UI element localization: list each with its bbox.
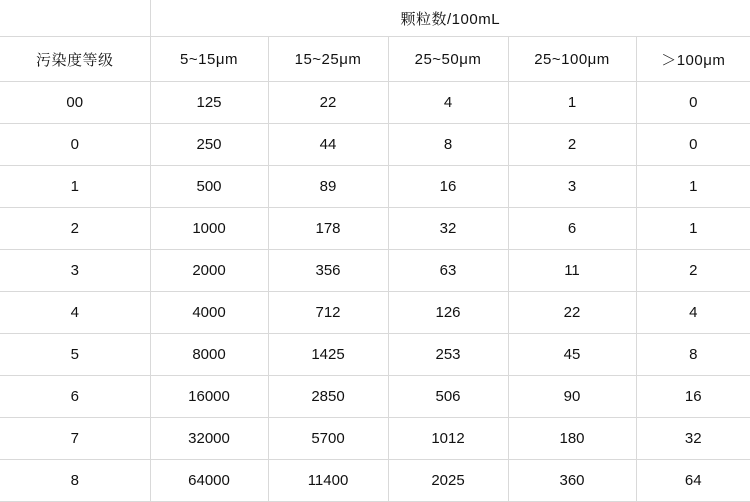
cell-25-50um: 2025 [388, 460, 508, 502]
cell-15-25um: 22 [268, 82, 388, 124]
cell-level: 00 [0, 82, 150, 124]
cell-over-100um: 4 [636, 292, 750, 334]
cell-over-100um: 32 [636, 418, 750, 460]
cell-5-15um: 16000 [150, 376, 268, 418]
cell-25-50um: 506 [388, 376, 508, 418]
table-row [0, 166, 750, 208]
cell-15-25um: 89 [268, 166, 388, 208]
cell-5-15um: 64000 [150, 460, 268, 502]
table-title-row [0, 0, 750, 37]
table-row [0, 250, 750, 292]
cell-15-25um: 356 [268, 250, 388, 292]
cell-5-15um: 2000 [150, 250, 268, 292]
cell-25-50um: 8 [388, 124, 508, 166]
cell-5-15um: 250 [150, 124, 268, 166]
cell-15-25um: 11400 [268, 460, 388, 502]
cell-25-100um: 45 [508, 334, 636, 376]
cell-25-100um: 180 [508, 418, 636, 460]
cell-5-15um: 1000 [150, 208, 268, 250]
cell-over-100um: 0 [636, 82, 750, 124]
cell-over-100um: 0 [636, 124, 750, 166]
cell-25-50um: 1012 [388, 418, 508, 460]
table-row [0, 124, 750, 166]
cell-25-100um: 90 [508, 376, 636, 418]
cell-5-15um: 32000 [150, 418, 268, 460]
title-row-spacer [0, 0, 150, 37]
cell-level: 1 [0, 166, 150, 208]
cell-over-100um: 2 [636, 250, 750, 292]
cell-5-15um: 8000 [150, 334, 268, 376]
cell-15-25um: 5700 [268, 418, 388, 460]
cell-25-100um: 11 [508, 250, 636, 292]
cell-25-50um: 32 [388, 208, 508, 250]
table-title: 颗粒数/100mL [150, 0, 750, 37]
cell-level: 8 [0, 460, 150, 502]
cell-level: 7 [0, 418, 150, 460]
cell-level: 6 [0, 376, 150, 418]
table-row [0, 82, 750, 124]
cell-15-25um: 44 [268, 124, 388, 166]
cell-25-50um: 63 [388, 250, 508, 292]
cell-level: 4 [0, 292, 150, 334]
column-header-25-100um: 25~100μm [508, 37, 636, 82]
cell-level: 2 [0, 208, 150, 250]
table-row [0, 208, 750, 250]
cell-15-25um: 2850 [268, 376, 388, 418]
cell-5-15um: 4000 [150, 292, 268, 334]
cell-level: 3 [0, 250, 150, 292]
table-row [0, 418, 750, 460]
cell-25-100um: 3 [508, 166, 636, 208]
table-row [0, 292, 750, 334]
cell-25-50um: 4 [388, 82, 508, 124]
cell-5-15um: 500 [150, 166, 268, 208]
cell-25-50um: 253 [388, 334, 508, 376]
cell-over-100um: 8 [636, 334, 750, 376]
cell-level: 5 [0, 334, 150, 376]
column-header-25-50um: 25~50μm [388, 37, 508, 82]
cell-15-25um: 712 [268, 292, 388, 334]
table-row [0, 460, 750, 502]
cell-over-100um: 16 [636, 376, 750, 418]
column-header-15-25um: 15~25μm [268, 37, 388, 82]
cell-over-100um: 64 [636, 460, 750, 502]
cell-over-100um: 1 [636, 166, 750, 208]
cell-25-100um: 22 [508, 292, 636, 334]
table-row [0, 334, 750, 376]
cell-over-100um: 1 [636, 208, 750, 250]
column-header-over-100um: ＞100μm [636, 37, 750, 82]
cell-25-50um: 16 [388, 166, 508, 208]
column-header-5-15um: 5~15μm [150, 37, 268, 82]
cell-25-100um: 360 [508, 460, 636, 502]
cell-5-15um: 125 [150, 82, 268, 124]
table-header-row [0, 37, 750, 82]
cell-25-100um: 6 [508, 208, 636, 250]
cell-15-25um: 1425 [268, 334, 388, 376]
cell-25-100um: 1 [508, 82, 636, 124]
cell-15-25um: 178 [268, 208, 388, 250]
cell-level: 0 [0, 124, 150, 166]
cell-25-50um: 126 [388, 292, 508, 334]
cell-25-100um: 2 [508, 124, 636, 166]
column-header-contamination-level: 污染度等级 [0, 37, 150, 82]
table-row [0, 376, 750, 418]
